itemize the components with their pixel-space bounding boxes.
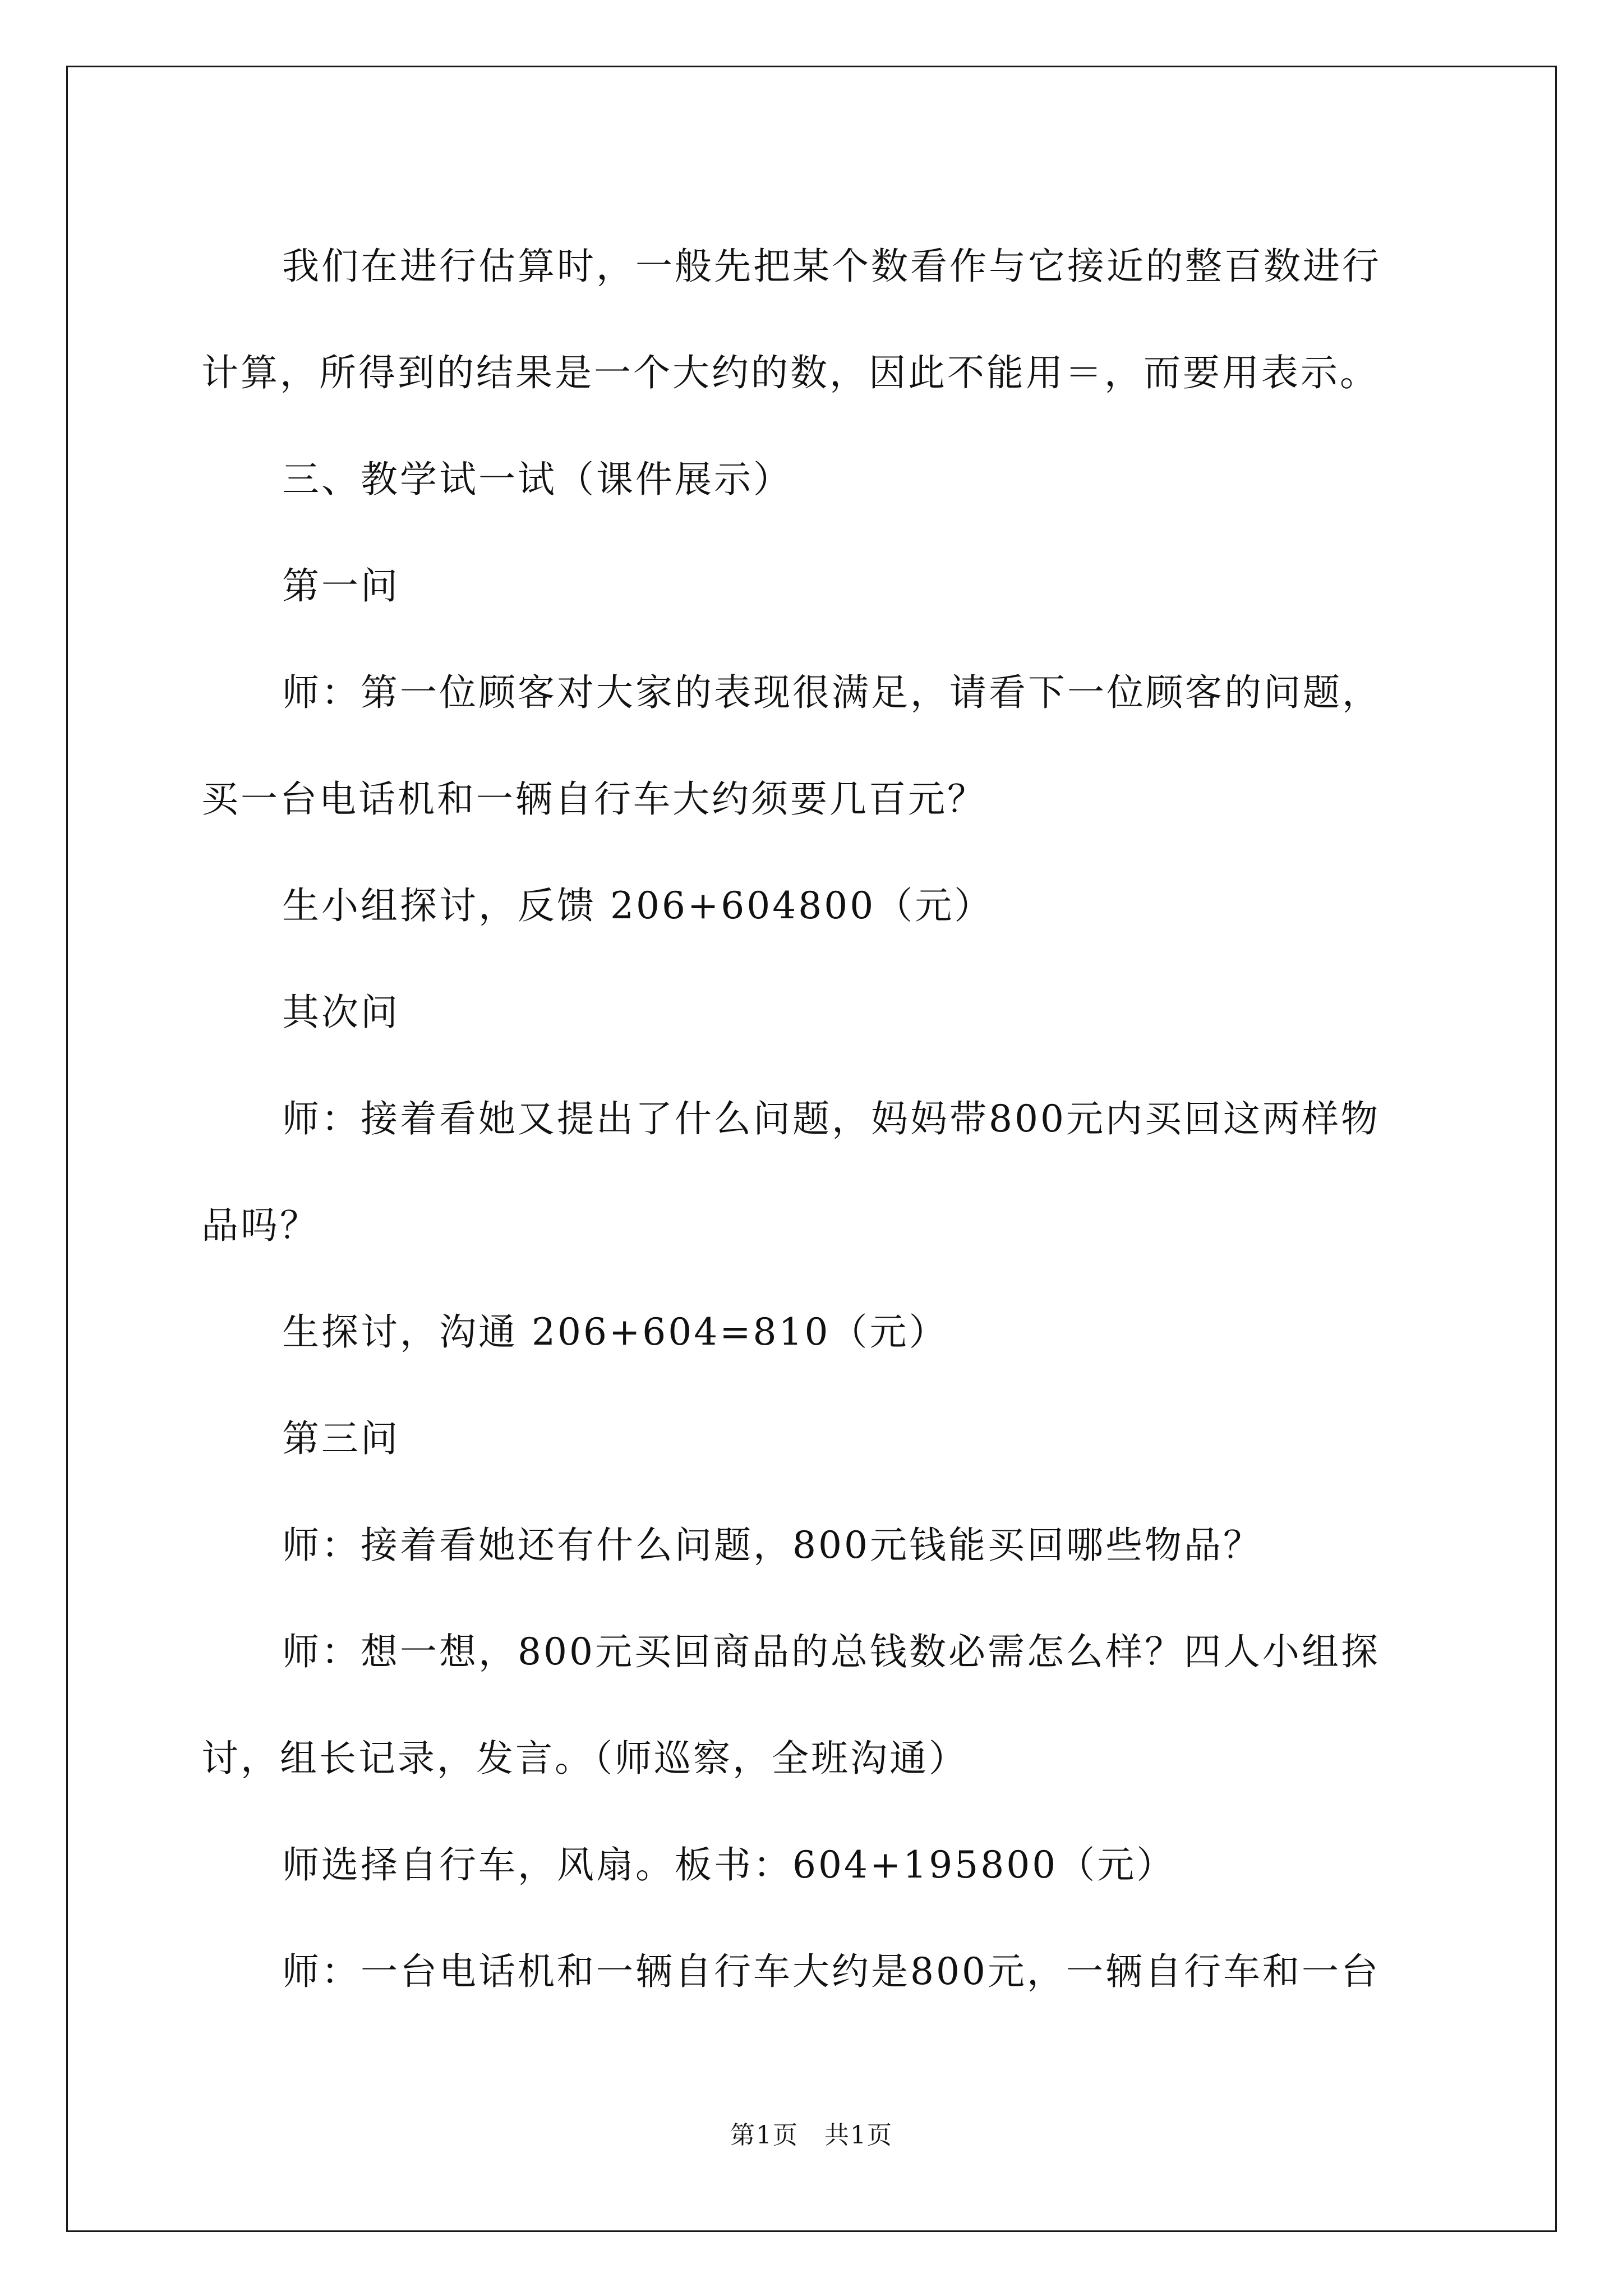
text-line: 讨，组长记录，发言。（师巡察，全班沟通） <box>201 1737 968 1780</box>
paragraph <box>201 1492 1435 1599</box>
text-line: 师：第一位顾客对大家的表现很满足，请看下一位顾客的问题， <box>282 671 1381 714</box>
text-line: 第三问 <box>282 1417 400 1460</box>
document-body <box>201 213 1435 2025</box>
text-line: 师：接着看她又提出了什么问题，妈妈带800元内买回这两样物 <box>282 1097 1380 1140</box>
text-line: 计算，所得到的结果是一个大约的数，因此不能用＝，而要用表示。 <box>201 351 1379 394</box>
text-line: 师选择自行车，风扇。板书：604+195800（元） <box>282 1843 1176 1887</box>
paragraph <box>201 1599 1435 1812</box>
paragraph <box>201 639 1435 853</box>
text-line: 师：接着看她还有什么问题，800元钱能买回哪些物品？ <box>282 1524 1262 1567</box>
text-line: 生小组探讨，反馈 206+604800（元） <box>282 884 994 927</box>
text-line: 生探讨，沟通 206+604=810（元） <box>282 1310 948 1354</box>
text-line: 师：一台电话机和一辆自行车大约是800元，一辆自行车和一台 <box>282 1950 1380 1993</box>
text-line: 我们在进行估算时，一般先把某个数看作与它接近的整百数进行 <box>282 245 1381 288</box>
subheading <box>201 959 1435 1066</box>
subheading <box>201 533 1435 639</box>
page-footer: 第1页 共1页 <box>730 2121 893 2150</box>
paragraph <box>201 853 1435 959</box>
text-line: 买一台电话机和一辆自行车大约须要几百元？ <box>201 777 986 821</box>
paragraph <box>201 1918 1435 2025</box>
text-line: 第一问 <box>282 564 400 608</box>
text-line: 其次问 <box>282 991 400 1034</box>
text-line: 三、教学试一试（课件展示） <box>282 458 792 501</box>
paragraph <box>201 1279 1435 1386</box>
paragraph <box>201 1812 1435 1918</box>
section-heading <box>201 426 1435 533</box>
paragraph <box>201 213 1435 426</box>
paragraph <box>201 1066 1435 1279</box>
text-line: 品吗？ <box>201 1204 319 1247</box>
subheading <box>201 1386 1435 1492</box>
text-line: 师：想一想，800元买回商品的总钱数必需怎么样？四人小组探 <box>282 1630 1380 1673</box>
